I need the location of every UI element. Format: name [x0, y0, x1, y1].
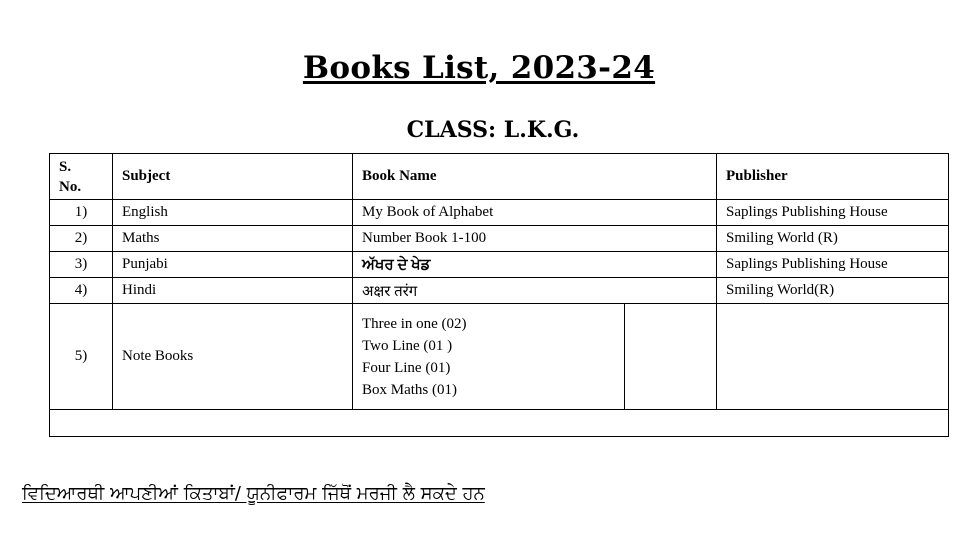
row-book-name: ਅੱਖਰ ਦੇ ਖੇਡ	[353, 252, 717, 278]
books-table	[49, 153, 949, 437]
table-row	[50, 200, 949, 226]
table-row	[50, 278, 949, 304]
header-publisher: Publisher	[717, 154, 949, 200]
row-book-name: Number Book 1-100	[353, 226, 717, 252]
table-row	[50, 226, 949, 252]
row-publisher: Smiling World(R)	[717, 278, 949, 304]
row-sno: 5)	[50, 304, 113, 410]
row-subject: Hindi	[113, 278, 353, 304]
header-subject: Subject	[113, 154, 353, 200]
note-book-item: Two Line (01 )	[362, 337, 453, 354]
page-title: Books List, 2023-24	[302, 50, 656, 86]
note-books-publisher	[717, 304, 949, 410]
row-sno: 4)	[50, 278, 113, 304]
row-sno: 3)	[50, 252, 113, 278]
row-publisher: Saplings Publishing House	[717, 252, 949, 278]
header-book-name: Book Name	[353, 154, 717, 200]
row-book-name: My Book of Alphabet	[353, 200, 717, 226]
table-row	[50, 252, 949, 278]
row-subject: Punjabi	[113, 252, 353, 278]
header-sno	[50, 154, 113, 200]
row-subject: Maths	[113, 226, 353, 252]
note-book-item: Four Line (01)	[362, 359, 451, 376]
note-books-list	[353, 304, 625, 410]
header-sno-line1: S.	[59, 158, 72, 175]
header-sno-line2: No.	[59, 178, 82, 195]
class-title: CLASS: L.K.G.	[406, 117, 580, 143]
row-sno: 2)	[50, 226, 113, 252]
footer-note: ਵਿਦਿਆਰਥੀ ਆਪਣੀਆਂ ਕਿਤਾਬਾਂ/ ਯੂਨੀਫਾਰਮ ਜਿੱਥੋਂ ਮਰਜੀ ਲੈ ਸਕਦੇ ਹਨ	[22, 483, 485, 504]
row-subject: Note Books	[113, 304, 353, 410]
row-publisher: Smiling World (R)	[717, 226, 949, 252]
empty-cell	[50, 410, 949, 437]
note-books-empty-cell	[625, 304, 717, 410]
table-row-empty	[50, 410, 949, 437]
note-book-item: Box Maths (01)	[362, 381, 457, 398]
table-row-note-books	[50, 304, 949, 410]
table-header-row	[50, 154, 949, 200]
row-sno: 1)	[50, 200, 113, 226]
row-publisher: Saplings Publishing House	[717, 200, 949, 226]
note-book-item: Three in one (02)	[362, 315, 467, 332]
row-book-name: अक्षर तरंग	[353, 278, 717, 304]
row-subject: English	[113, 200, 353, 226]
